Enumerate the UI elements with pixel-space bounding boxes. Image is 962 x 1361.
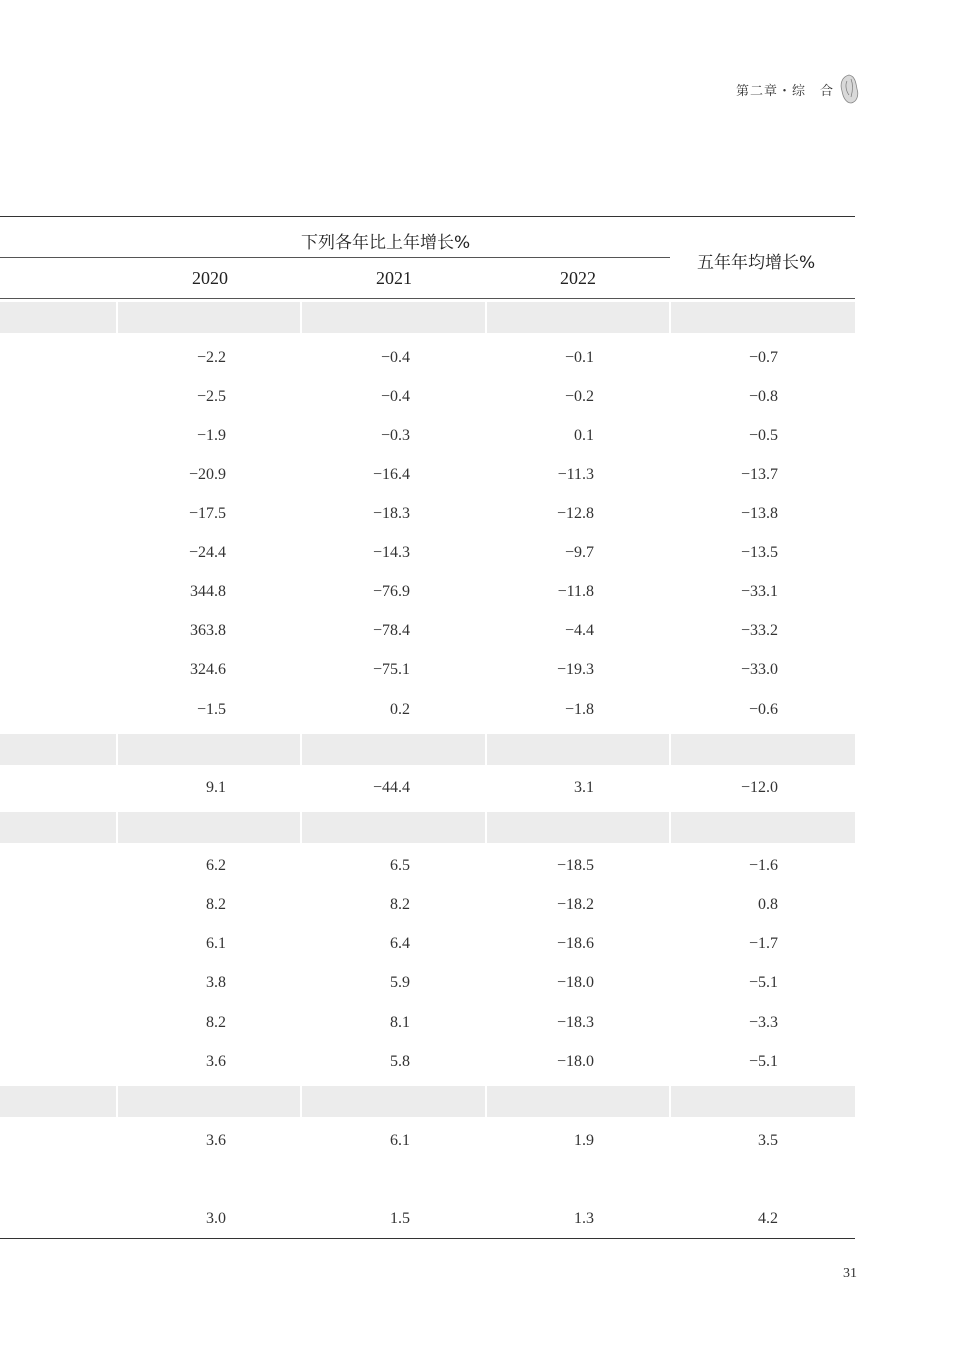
cell-five-year-avg: −33.0 bbox=[740, 661, 778, 678]
cell-2022: −4.4 bbox=[564, 622, 594, 639]
cell-2021: −0.4 bbox=[380, 388, 410, 405]
table-row bbox=[0, 695, 855, 725]
cell-2020: 6.1 bbox=[206, 935, 226, 952]
section-band bbox=[0, 302, 855, 333]
table-row bbox=[0, 1126, 855, 1156]
cell-2022: −18.2 bbox=[556, 896, 594, 913]
cell-2020: −1.9 bbox=[196, 427, 226, 444]
table-row bbox=[0, 460, 855, 490]
cell-2020: −2.2 bbox=[196, 349, 226, 366]
page-number: 31 bbox=[843, 1266, 857, 1281]
cell-2021: −0.3 bbox=[380, 427, 410, 444]
table-row bbox=[0, 1047, 855, 1077]
cell-2020: 344.8 bbox=[190, 583, 226, 600]
cell-2021: 8.2 bbox=[390, 896, 410, 913]
cell-2020: 324.6 bbox=[190, 661, 226, 678]
cell-five-year-avg: −3.3 bbox=[748, 1014, 778, 1031]
cell-2020: 9.1 bbox=[206, 779, 226, 796]
cell-five-year-avg: 4.2 bbox=[758, 1210, 778, 1227]
cell-2022: −0.1 bbox=[564, 349, 594, 366]
cell-2020: −1.5 bbox=[196, 701, 226, 718]
cell-2021: −76.9 bbox=[372, 583, 410, 600]
cell-five-year-avg: −12.0 bbox=[740, 779, 778, 796]
growth-group-header: 下列各年比上年增长% bbox=[301, 233, 471, 253]
cell-2021: 6.5 bbox=[390, 857, 410, 874]
cell-2022: 0.1 bbox=[574, 427, 594, 444]
cell-2020: 3.6 bbox=[206, 1053, 226, 1070]
cell-five-year-avg: −0.6 bbox=[748, 701, 778, 718]
cell-2021: −14.3 bbox=[372, 544, 410, 561]
cell-2020: −17.5 bbox=[188, 505, 226, 522]
cell-five-year-avg: −33.2 bbox=[740, 622, 778, 639]
cell-2020: 3.8 bbox=[206, 974, 226, 991]
cell-2022: −18.0 bbox=[556, 974, 594, 991]
cell-2022: 1.3 bbox=[574, 1210, 594, 1227]
table-row bbox=[0, 577, 855, 607]
cell-2022: −11.3 bbox=[557, 466, 594, 483]
table-row bbox=[0, 655, 855, 685]
five-year-avg-header: 五年年均增长% bbox=[697, 253, 816, 273]
table-bottom-rule bbox=[0, 1238, 855, 1239]
cell-2022: −19.3 bbox=[556, 661, 594, 678]
ornament-icon bbox=[837, 73, 861, 105]
cell-2020: 6.2 bbox=[206, 857, 226, 874]
cell-2022: −18.3 bbox=[556, 1014, 594, 1031]
cell-2022: −18.0 bbox=[556, 1053, 594, 1070]
section-band bbox=[0, 812, 855, 843]
cell-2021: −75.1 bbox=[372, 661, 410, 678]
table-row bbox=[0, 538, 855, 568]
cell-2022: −0.2 bbox=[564, 388, 594, 405]
cell-five-year-avg: −5.1 bbox=[748, 974, 778, 991]
cell-2022: −18.5 bbox=[556, 857, 594, 874]
header-bottom-rule bbox=[0, 298, 855, 299]
cell-2020: 3.0 bbox=[206, 1210, 226, 1227]
cell-2022: −12.8 bbox=[556, 505, 594, 522]
cell-2022: −1.8 bbox=[564, 701, 594, 718]
year-header-2022: 2022 bbox=[560, 268, 596, 288]
table-row bbox=[0, 1008, 855, 1038]
table-row bbox=[0, 499, 855, 529]
cell-2020: 3.6 bbox=[206, 1132, 226, 1149]
cell-2022: 1.9 bbox=[574, 1132, 594, 1149]
table-row bbox=[0, 773, 855, 803]
cell-2020: 8.2 bbox=[206, 896, 226, 913]
cell-2021: −44.4 bbox=[372, 779, 410, 796]
cell-2022: −11.8 bbox=[557, 583, 594, 600]
cell-five-year-avg: 3.5 bbox=[758, 1132, 778, 1149]
cell-2022: −9.7 bbox=[564, 544, 594, 561]
table-row bbox=[0, 968, 855, 998]
cell-2020: 363.8 bbox=[190, 622, 226, 639]
cell-five-year-avg: −1.7 bbox=[748, 935, 778, 952]
table-row bbox=[0, 1204, 855, 1234]
cell-2022: 3.1 bbox=[574, 779, 594, 796]
table-top-rule bbox=[0, 216, 855, 217]
year-header-2020: 2020 bbox=[192, 268, 228, 288]
table-row bbox=[0, 382, 855, 412]
cell-2021: 5.8 bbox=[390, 1053, 410, 1070]
cell-five-year-avg: −5.1 bbox=[748, 1053, 778, 1070]
cell-five-year-avg: −13.8 bbox=[740, 505, 778, 522]
cell-five-year-avg: −0.7 bbox=[748, 349, 778, 366]
header-mid-rule bbox=[0, 257, 670, 258]
cell-2020: −20.9 bbox=[188, 466, 226, 483]
cell-2022: −18.6 bbox=[556, 935, 594, 952]
cell-2021: 6.4 bbox=[390, 935, 410, 952]
table-row bbox=[0, 616, 855, 646]
cell-five-year-avg: −33.1 bbox=[740, 583, 778, 600]
cell-five-year-avg: −13.7 bbox=[740, 466, 778, 483]
cell-five-year-avg: −13.5 bbox=[740, 544, 778, 561]
cell-five-year-avg: −0.8 bbox=[748, 388, 778, 405]
cell-2021: −78.4 bbox=[372, 622, 410, 639]
cell-five-year-avg: −1.6 bbox=[748, 857, 778, 874]
table-row bbox=[0, 851, 855, 881]
table-row bbox=[0, 421, 855, 451]
cell-2021: −16.4 bbox=[372, 466, 410, 483]
cell-2020: 8.2 bbox=[206, 1014, 226, 1031]
cell-2021: 8.1 bbox=[390, 1014, 410, 1031]
table-row bbox=[0, 929, 855, 959]
cell-2021: −0.4 bbox=[380, 349, 410, 366]
table-row bbox=[0, 890, 855, 920]
cell-2021: 6.1 bbox=[390, 1132, 410, 1149]
cell-five-year-avg: −0.5 bbox=[748, 427, 778, 444]
cell-2021: −18.3 bbox=[372, 505, 410, 522]
cell-2020: −2.5 bbox=[196, 388, 226, 405]
section-band bbox=[0, 1086, 855, 1117]
table-row bbox=[0, 343, 855, 373]
cell-2021: 1.5 bbox=[390, 1210, 410, 1227]
cell-2021: 0.2 bbox=[390, 701, 410, 718]
cell-five-year-avg: 0.8 bbox=[758, 896, 778, 913]
section-band bbox=[0, 734, 855, 765]
running-head: 第二章・综 合 bbox=[735, 84, 834, 99]
year-header-2021: 2021 bbox=[376, 268, 412, 288]
cell-2021: 5.9 bbox=[390, 974, 410, 991]
cell-2020: −24.4 bbox=[188, 544, 226, 561]
